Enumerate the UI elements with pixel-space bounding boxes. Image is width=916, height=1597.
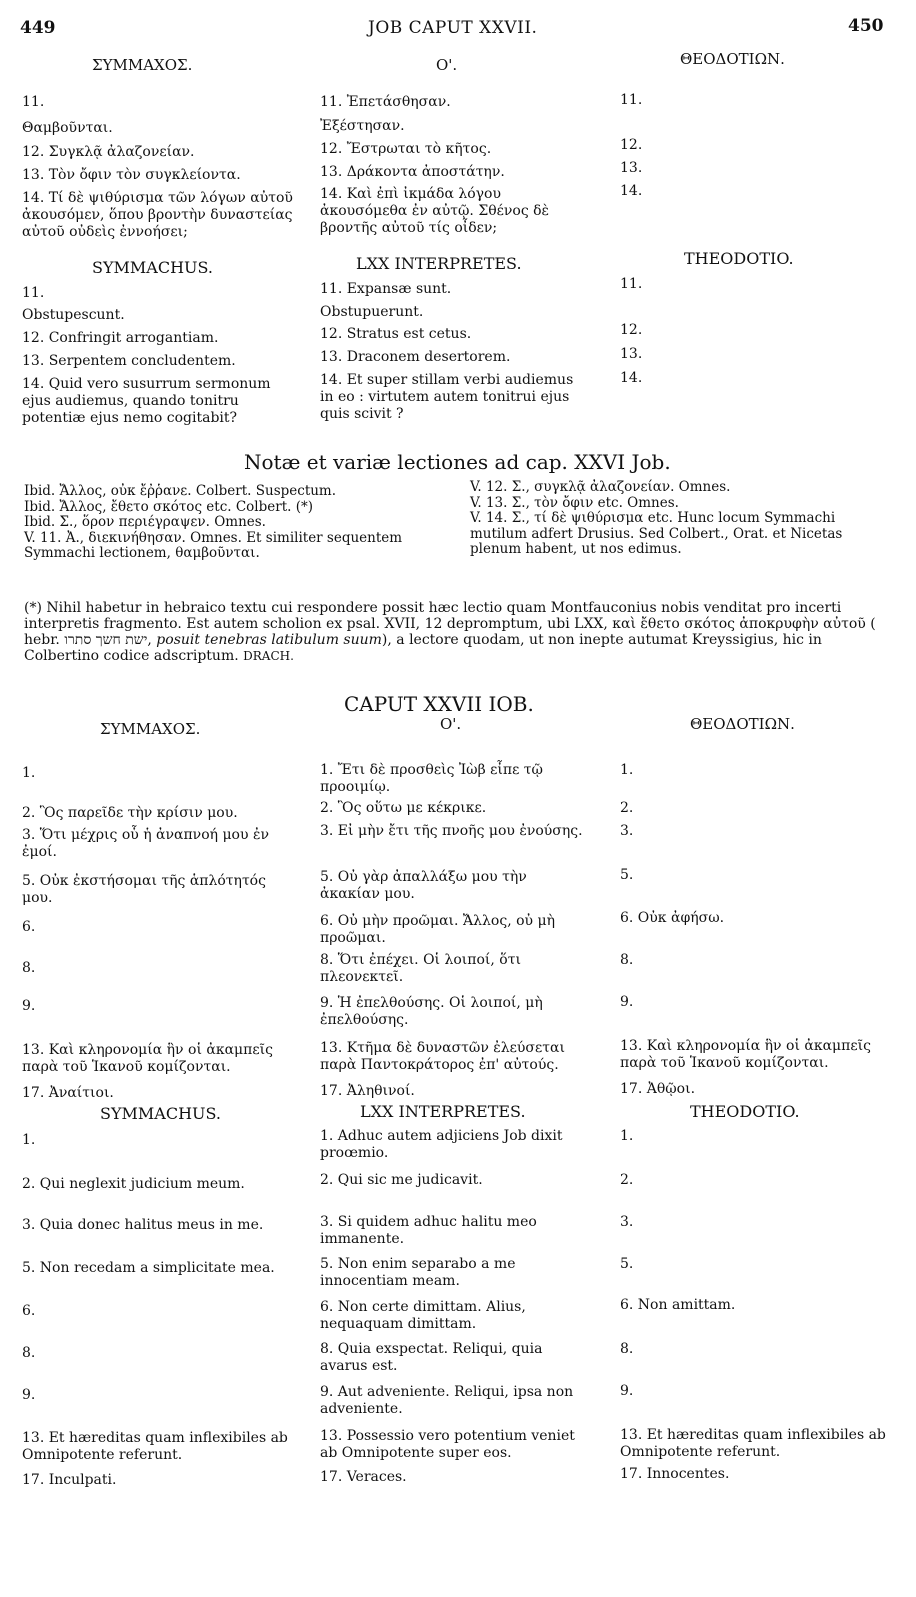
text-cell: 12. Stratus est cetus. — [320, 326, 472, 342]
text-cell: 8. — [620, 1341, 634, 1357]
text-cell: 13. Δράκοντα ἀποστάτην. — [320, 164, 505, 180]
notes-right-column — [470, 480, 890, 558]
text-cell: 13. Draconem desertorem. — [320, 349, 511, 365]
footnote — [24, 600, 884, 664]
note-entry: V. 11. Ἀ., διεκινήθησαν. Omnes. Et similiter sequentem Symmachi lectionem, θαμβοῦνται. — [24, 529, 403, 561]
text-cell: Θαμβοῦνται. — [22, 120, 113, 136]
column-head-theodotio-latin: THEODOTIO. — [690, 1102, 800, 1121]
note-entry: Ibid. Σ., ὅρον περιέγραψεν. Omnes. — [24, 514, 266, 530]
column-head-symmachus-greek: ΣΥΜΜΑΧΟΣ. — [100, 720, 201, 738]
text-cell: 13. Serpentem concludentem. — [22, 353, 236, 369]
text-cell: 1. — [22, 1132, 36, 1148]
text-cell: 5. Non recedam a simplicitate mea. — [22, 1260, 275, 1276]
text-cell: 2. — [620, 1172, 634, 1188]
text-cell: 11. — [620, 92, 643, 108]
note-entry: V. 13. Σ., τὸν ὄφιν etc. Omnes. — [470, 494, 679, 511]
text-cell: 6. Non amittam. — [620, 1297, 736, 1313]
text-cell: 1. — [22, 765, 36, 781]
text-cell: 6. Οὐκ ἀφήσω. — [620, 910, 725, 926]
page-number-right: 450 — [848, 16, 884, 36]
text-cell: 17. Ἀθῷοι. — [620, 1081, 696, 1097]
text-cell: 13. Possessio vero potentium veniet ab Omnipotente super eos. — [320, 1428, 575, 1461]
text-cell: 12. — [620, 137, 643, 153]
text-cell: 13. Et hæreditas quam inflexibiles ab Omnipotente referunt. — [620, 1427, 886, 1460]
text-cell: 13. Τὸν ὄφιν τὸν συγκλείοντα. — [22, 167, 241, 183]
text-cell: 14. — [620, 183, 643, 199]
text-cell: 9. — [620, 1383, 634, 1399]
text-cell: 12. Ἔστρωται τὸ κῆτος. — [320, 141, 492, 157]
text-cell: 9. Aut adveniente. Reliqui, ipsa non adveniente. — [320, 1384, 574, 1417]
footnote-separator: , — [147, 632, 157, 648]
text-cell: 9. — [22, 1387, 36, 1403]
text-cell: 1. — [620, 1128, 634, 1144]
column-head-symmachus-greek: ΣΥΜΜΑΧΟΣ. — [92, 56, 193, 74]
text-cell: 2. Ὃς παρεῖδε τὴν κρίσιν μου. — [22, 805, 238, 821]
running-title: JOB CAPUT XXVII. — [368, 18, 538, 38]
column-head-theodotio-latin: THEODOTIO. — [684, 249, 794, 268]
text-cell: 3. — [620, 823, 634, 839]
text-cell: 8. — [22, 1345, 36, 1361]
text-cell: 9. — [22, 998, 36, 1014]
text-cell: 17. Ἀναίτιοι. — [22, 1085, 114, 1101]
notes-left-column — [24, 484, 454, 562]
text-cell: 11. Ἐπετάσθησαν. — [320, 94, 451, 110]
text-cell: 9. Ἡ ἐπελθούσης. Οἱ λοιποί, μὴ ἐπελθούσης. — [320, 995, 543, 1028]
text-cell: 3. Quia donec halitus meus in me. — [22, 1217, 264, 1233]
text-cell: 3. — [620, 1214, 634, 1230]
text-cell: 17. Innocentes. — [620, 1466, 730, 1482]
text-cell: 17. Inculpati. — [22, 1472, 117, 1488]
text-cell: 8. Quia exspectat. Reliqui, quia avarus est. — [320, 1341, 543, 1374]
footnote-signature: DRACH. — [243, 649, 294, 663]
text-cell: 3. Si quidem adhuc halitu meo immanente. — [320, 1214, 537, 1247]
text-cell: Ἐξέστησαν. — [320, 118, 405, 134]
text-cell: 13. — [620, 160, 643, 176]
text-cell: 13. Καὶ κληρονομία ἣν οἱ ἀκαμπεῖς παρὰ τοῦ Ἱκανοῦ κομίζονται. — [22, 1042, 273, 1075]
text-cell: 11. — [22, 94, 45, 110]
text-cell: 8. Ὅτι ἐπέχει. Οἱ λοιποί, ὅτι πλεονεκτεῖ. — [320, 952, 521, 985]
text-cell: 3. Εἰ μὴν ἔτι τῆς πνοῆς μου ἐνούσης. — [320, 823, 583, 839]
text-cell: Obstupuerunt. — [320, 304, 424, 320]
text-cell: 5. Οὐ γὰρ ἀπαλλάξω μου τὴν ἀκακίαν μου. — [320, 869, 527, 902]
column-head-lxx-greek: Ο'. — [440, 715, 462, 733]
chapter-title: CAPUT XXVII IOB. — [344, 692, 534, 716]
text-cell: 6. Οὐ μὴν προῶμαι. Ἄλλος, οὐ μὴ προῶμαι. — [320, 913, 555, 946]
note-entry: V. 14. Σ., τί δὲ ψιθύρισμα etc. Hunc locum Symmachi mutilum adfert Drusius. Sed Colbert., Orat. et Nicetas plenum habent, ut nos edimus. — [470, 510, 843, 557]
text-cell: 1. Ἔτι δὲ προσθεὶς Ἰὼβ εἶπε τῷ προοιμίῳ. — [320, 762, 543, 795]
text-cell: 13. — [620, 346, 643, 362]
text-cell: 1. — [620, 762, 634, 778]
column-head-lxx-latin: LXX INTERPRETES. — [360, 1102, 526, 1121]
notes-title: Notæ et variæ lectiones ad cap. XXVI Job. — [244, 450, 671, 474]
text-cell: 8. — [22, 960, 36, 976]
text-cell: 3. Ὅτι μέχρις οὗ ἡ ἀναπνοή μου ἐν ἐμοί. — [22, 827, 269, 860]
text-cell: Obstupescunt. — [22, 307, 125, 323]
text-cell: 12. — [620, 322, 643, 338]
text-cell: 13. Et hæreditas quam inflexibiles ab Omnipotente referunt. — [22, 1430, 288, 1463]
text-cell: 14. Et super stillam verbi audiemus in eo : virtutem autem tonitrui ejus quis scivit ? — [320, 372, 574, 422]
hebrew-text: ישת חשך סתרו — [64, 632, 148, 648]
text-cell: 11. — [620, 276, 643, 292]
text-cell: 14. Quid vero susurrum sermonum ejus audiemus, quando tonitru potentiæ ejus nemo cogitabit? — [22, 376, 271, 426]
page-number-left: 449 — [20, 18, 56, 38]
column-head-symmachus-latin: SYMMACHUS. — [100, 1104, 221, 1123]
footnote-text-end: ), a lectore quodam, ut non inepte autumat Kreyssigius, hic in Colbertino codice adscriptum. — [24, 632, 822, 664]
text-cell: 5. Non enim separabo a me innocentiam meam. — [320, 1256, 516, 1289]
column-head-theodotion-greek: ΘΕΟΔΟΤΙΩΝ. — [680, 50, 785, 68]
column-head-lxx-greek: Ο'. — [436, 56, 458, 74]
text-cell: 5. — [620, 867, 634, 883]
text-cell: 17. Ἀληθινοί. — [320, 1083, 415, 1099]
text-cell: 2. — [620, 800, 634, 816]
text-cell: 2. Qui sic me judicavit. — [320, 1172, 483, 1188]
column-head-lxx-latin: LXX INTERPRETES. — [356, 254, 522, 273]
text-cell: 12. Συγκλᾷ ἀλαζονείαν. — [22, 144, 195, 160]
text-cell: 13. Κτῆμα δὲ δυναστῶν ἐλεύσεται παρὰ Παντοκράτορος ἐπ' αὐτούς. — [320, 1040, 565, 1073]
note-entry: Ibid. Ἄλλος, οὐκ ἔῤῥανε. Colbert. Suspectum. — [24, 483, 337, 499]
column-head-theodotion-greek: ΘΕΟΔΟΤΙΩΝ. — [690, 715, 795, 733]
text-cell: 6. — [22, 1303, 36, 1319]
text-cell: 14. Τί δὲ ψιθύρισμα τῶν λόγων αὐτοῦ ἀκουσόμεν, ὅπου βροντὴν δυναστείας αὐτοῦ οὐδεὶς ἐννοήσει; — [22, 190, 293, 240]
text-cell: 13. Καὶ κληρονομία ἣν οἱ ἀκαμπεῖς παρὰ τοῦ Ἱκανοῦ κομίζονται. — [620, 1038, 871, 1071]
footnote-italic: posuit tenebras latibulum suum — [156, 632, 382, 648]
text-cell: 12. Confringit arrogantiam. — [22, 330, 219, 346]
text-cell: 6. Non certe dimittam. Alius, nequaquam dimittam. — [320, 1299, 526, 1332]
text-cell: 11. Expansæ sunt. — [320, 281, 452, 297]
text-cell: 9. — [620, 994, 634, 1010]
text-cell: 5. — [620, 1256, 634, 1272]
text-cell: 1. Adhuc autem adjiciens Job dixit proœmio. — [320, 1128, 563, 1161]
text-cell: 11. — [22, 285, 45, 301]
footnote-text: (*) Nihil habetur in hebraico textu cui respondere possit hæc lectio quam Montfauconius nobis venditat pro incerti interpretis fragmento. Est autem scholion ex psal. XVII, 12 depromptum, ubi LXX, καὶ ἔθετο σκότος ἀποκρυφὴν αὐτοῦ ( hebr. — [24, 600, 876, 648]
text-cell: 5. Οὐκ ἐκστήσομαι τῆς ἁπλότητός μου. — [22, 873, 266, 906]
text-cell: 14. — [620, 370, 643, 386]
text-cell: 2. Ὃς οὕτω με κέκρικε. — [320, 800, 487, 816]
text-cell: 6. — [22, 919, 36, 935]
text-cell: 8. — [620, 952, 634, 968]
text-cell: 14. Καὶ ἐπὶ ἰκμάδα λόγου ἀκουσόμεθα ἐν αὐτῷ. Σθένος δὲ βροντῆς αὐτοῦ τίς οἶδεν; — [320, 186, 550, 236]
note-entry: V. 12. Σ., συγκλᾷ ἀλαζονείαν. Omnes. — [470, 479, 731, 495]
column-head-symmachus-latin: SYMMACHUS. — [92, 258, 213, 277]
note-entry: Ibid. Ἄλλος, ἔθετο σκότος etc. Colbert. (*) — [24, 498, 313, 515]
text-cell: 17. Veraces. — [320, 1469, 407, 1485]
text-cell: 2. Qui neglexit judicium meum. — [22, 1176, 245, 1192]
